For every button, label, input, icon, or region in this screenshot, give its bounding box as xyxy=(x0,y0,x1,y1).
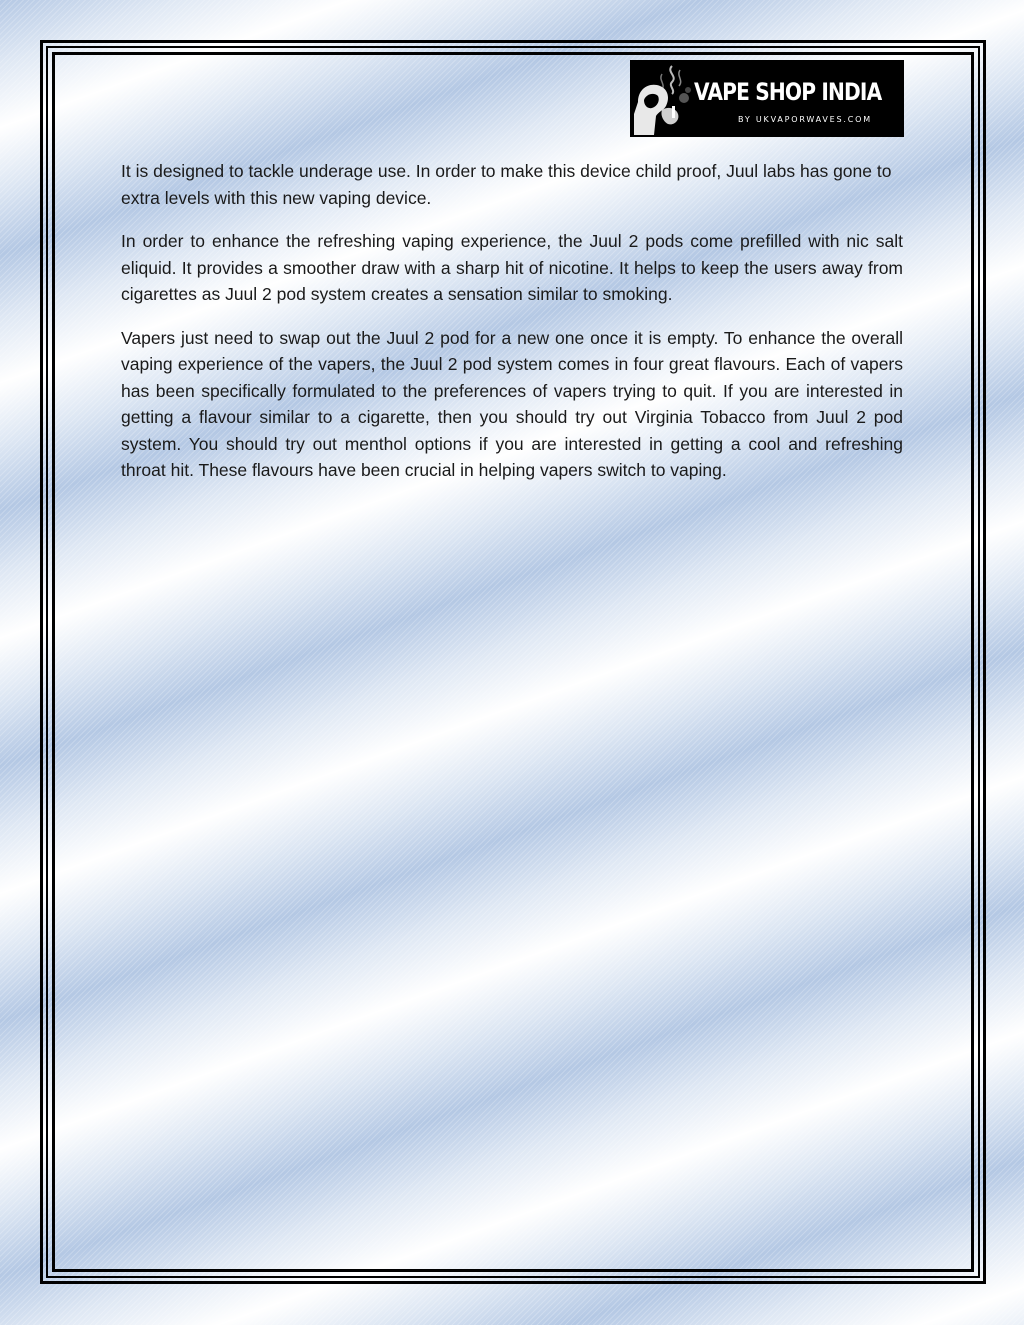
vape-shop-india-logo xyxy=(630,60,904,137)
document-body xyxy=(121,158,903,501)
smoking-figure-icon xyxy=(632,62,694,135)
paragraph: It is designed to tackle underage use. In order to make this device child proof, Juul labs has gone to extra levels with this new vaping device. xyxy=(121,161,892,208)
paragraph: Vapers just need to swap out the Juul 2 pod for a new one once it is empty. To enhance the overall vaping experience of the vapers, the Juul 2 pod system comes in four great flavours. Each of vapers has been specifically formulated to the preferences of vapers trying to quit. If you are interested in getting a flavour similar to a cigarette, then you should try out Virginia Tobacco from Juul 2 pod system. You should try out menthol options if you are interested in getting a cool and refreshing throat hit. These flavours have been crucial in helping vapers switch to vaping. xyxy=(121,327,903,480)
paragraph: In order to enhance the refreshing vaping experience, the Juul 2 pods come prefilled with nic salt eliquid. It provides a smoother draw with a sharp hit of nicotine. It helps to keep the users away from cigarettes as Juul 2 pod system creates a sensation similar to smoking. xyxy=(121,231,903,304)
logo-title: VAPE SHOP INDIA xyxy=(694,78,882,106)
logo-subtitle: BY UKVAPORWAVES.COM xyxy=(738,115,872,124)
